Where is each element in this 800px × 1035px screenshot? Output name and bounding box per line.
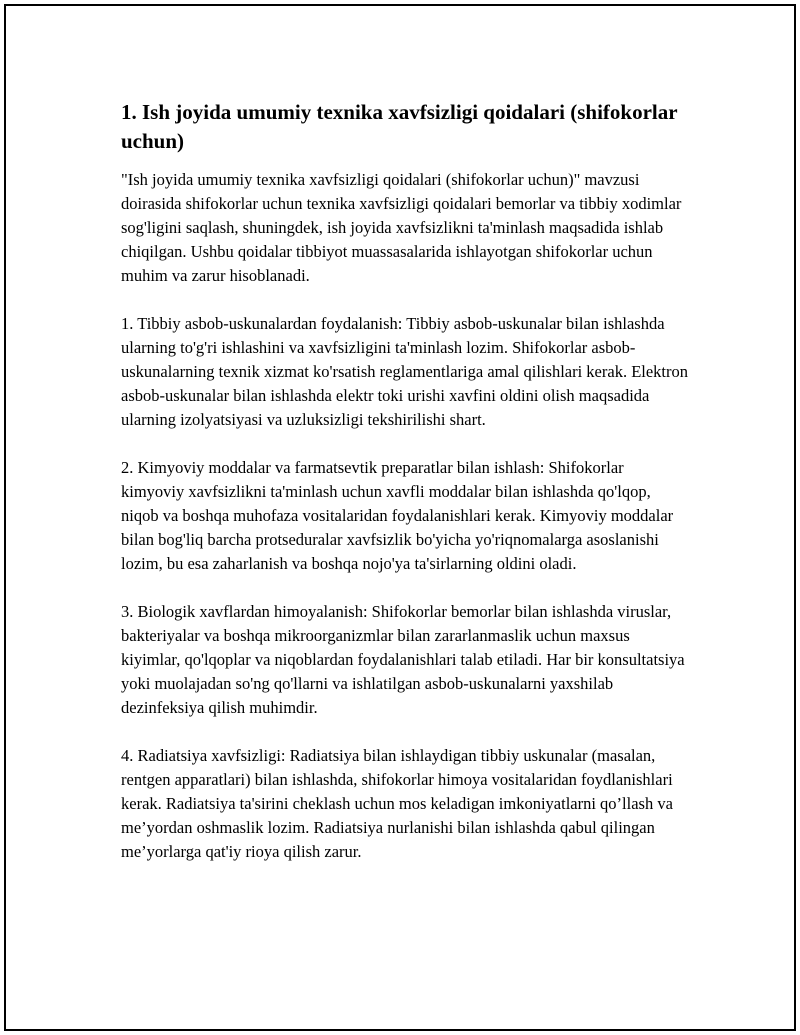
document-body [121, 98, 691, 864]
biological-rule-paragraph: 3. Biologik xavflardan himoyalanish: Shifokorlar bemorlar bilan ishlashda viruslar, bakteriyalar va boshqa mikroorganizmlar bilan zararlanmaslik uchun maxsus kiyimlar, qo'lqoplar va niqoblardan foydalanishlari talab etiladi. Har bir konsultatsiya yoki muolajadan so'ng qo'llarni va ishlatilgan asbob-uskunalarni yaxshilab dezinfeksiya qilish muhimdir. [121, 602, 685, 717]
radiation-rule-paragraph: 4. Radiatsiya xavfsizligi: Radiatsiya bilan ishlaydigan tibbiy uskunalar (masalan, rentgen apparatlari) bilan ishlashda, shifokorlar himoya vositalaridan foydlanishlari kerak. Radiatsiya ta'sirini cheklash uchun mos keladigan imkoniyatlarni qo’llash va me’yordan oshmaslik lozim. Radiatsiya nurlanishi bilan ishlashda qabul qilingan me’yorlarga qat'iy rioya qilish zarur. [121, 746, 673, 861]
page-frame [4, 4, 796, 1031]
chemical-rule-paragraph: 2. Kimyoviy moddalar va farmatsevtik preparatlar bilan ishlash: Shifokorlar kimyoviy xavfsizlikni ta'minlash uchun xavfli moddalar bilan ishlashda qo'lqop, niqob va boshqa muhofaza vositalaridan foydalanishlari kerak. Kimyoviy moddalar bilan bog'liq barcha protseduralar xavfsizlik bo'yicha yo'riqnomalarga asoslanishi lozim, bu esa zaharlanish va boshqa nojo'ya ta'sirlarning oldini oladi. [121, 458, 674, 573]
intro-paragraph: "Ish joyida umumiy texnika xavfsizligi qoidalari (shifokorlar uchun)" mavzusi doirasida shifokorlar uchun texnika xavfsizligi qoidalari bemorlar va tibbiy xodimlar sog'ligini saqlash, shuningdek, ish joyida xavfsizlikni ta'minlash maqsadida ishlab chiqilgan. Ushbu qoidalar tibbiyot muassasalarida ishlayotgan shifokorlar uchun muhim va zarur hisoblanadi. [121, 170, 682, 285]
equipment-rule-paragraph: 1. Tibbiy asbob-uskunalardan foydalanish: Tibbiy asbob-uskunalar bilan ishlashda ularning to'g'ri ishlashini va xavfsizligini ta'minlash lozim. Shifokorlar asbob-uskunalarning texnik xizmat ko'rsatish reglamentlariga amal qilishlari kerak. Elektron asbob-uskunalar bilan ishlashda elektr toki urishi xavfini oldini olish maqsadida ularning izolyatsiyasi va uzluksizligi tekshirilishi shart. [121, 314, 689, 429]
document-title: 1. Ish joyida umumiy texnika xavfsizligi qoidalari (shifokorlar uchun) [121, 100, 678, 153]
